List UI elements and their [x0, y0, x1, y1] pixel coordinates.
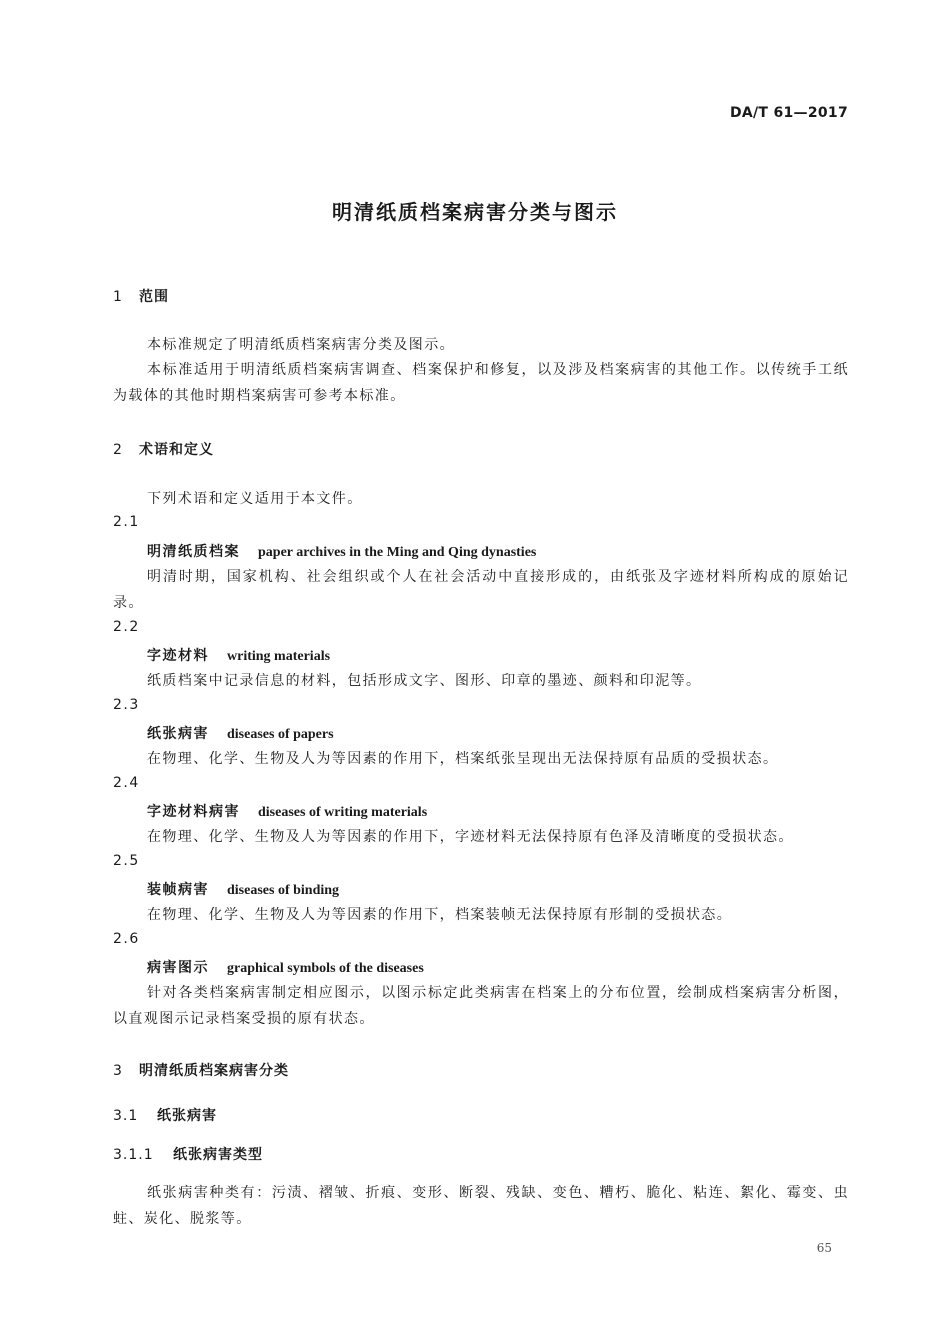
section-2-intro: 下列术语和定义适用于本文件。	[147, 491, 363, 507]
term-heading	[147, 541, 536, 561]
term-heading	[147, 957, 424, 977]
subsection-3-1-heading	[113, 1105, 217, 1125]
section-title: 明清纸质档案病害分类	[139, 1063, 289, 1079]
term-en: writing materials	[227, 649, 331, 664]
term-definition: 在物理、化学、生物及人为等因素的作用下，档案纸张呈现出无法保持原有品质的受损状态。	[147, 751, 779, 767]
term-definition: 明清时期，国家机构、社会组织或个人在社会活动中直接形成的，由纸张及字迹材料所构成的原始记录。	[113, 569, 849, 611]
term-zh: 装帧病害	[147, 882, 209, 898]
section-title: 纸张病害	[157, 1108, 217, 1124]
clause-number: 2.5	[113, 853, 140, 869]
term-definition: 在物理、化学、生物及人为等因素的作用下，档案装帧无法保持原有形制的受损状态。	[147, 907, 733, 923]
term-en: paper archives in the Ming and Qing dynasties	[258, 545, 537, 560]
term-definition: 在物理、化学、生物及人为等因素的作用下，字迹材料无法保持原有色泽及清晰度的受损状态。	[147, 829, 794, 845]
term-zh: 明清纸质档案	[147, 544, 240, 560]
term-zh: 字迹材料病害	[147, 804, 240, 820]
document-code: DA/T 61—2017	[729, 105, 848, 121]
clause-number: 2.2	[113, 619, 140, 635]
clause-number: 2.1	[113, 514, 140, 530]
section-2-heading	[113, 439, 214, 459]
section-number: 3.1.1	[113, 1147, 154, 1163]
term-en: diseases of writing materials	[258, 805, 428, 820]
clause-number: 2.4	[113, 775, 140, 791]
clause-number: 2.6	[113, 931, 140, 947]
section-number: 1	[113, 289, 123, 305]
term-heading	[147, 801, 427, 821]
section-number: 2	[113, 442, 123, 458]
term-heading	[147, 645, 330, 665]
term-definition: 纸质档案中记录信息的材料，包括形成文字、图形、印章的墨迹、颜料和印泥等。	[147, 673, 702, 689]
term-heading	[147, 879, 339, 899]
section-title: 范围	[139, 289, 169, 305]
subsection-3-1-1-heading	[113, 1144, 263, 1164]
term-definition: 针对各类档案病害制定相应图示，以图示标定此类病害在档案上的分布位置，绘制成档案病害分析图，以直观图示记录档案受损的原有状态。	[113, 985, 849, 1027]
page-title: 明清纸质档案病害分类与图示	[332, 200, 618, 224]
term-heading	[147, 723, 334, 743]
section-1-paragraph-2: 本标准适用于明清纸质档案病害调查、档案保护和修复，以及涉及档案病害的其他工作。以传统手工纸为载体的其他时期档案病害可参考本标准。	[113, 362, 849, 404]
section-title: 纸张病害类型	[173, 1147, 263, 1163]
term-zh: 病害图示	[147, 960, 209, 976]
page-number: 65	[816, 1241, 832, 1255]
section-number: 3	[113, 1063, 123, 1079]
term-zh: 纸张病害	[147, 726, 209, 742]
section-3-heading	[113, 1060, 289, 1080]
term-zh: 字迹材料	[147, 648, 209, 664]
section-number: 3.1	[113, 1108, 139, 1124]
term-en: graphical symbols of the diseases	[227, 961, 424, 976]
section-1-heading	[113, 286, 169, 306]
clause-number: 2.3	[113, 697, 140, 713]
section-3-paragraph: 纸张病害种类有：污渍、褶皱、折痕、变形、断裂、残缺、变色、糟朽、脆化、粘连、絮化、霉变、虫蛀、炭化、脱浆等。	[113, 1185, 849, 1227]
section-title: 术语和定义	[139, 442, 214, 458]
term-en: diseases of binding	[227, 883, 340, 898]
section-1-paragraph-1: 本标准规定了明清纸质档案病害分类及图示。	[147, 337, 455, 353]
term-en: diseases of papers	[227, 727, 334, 742]
